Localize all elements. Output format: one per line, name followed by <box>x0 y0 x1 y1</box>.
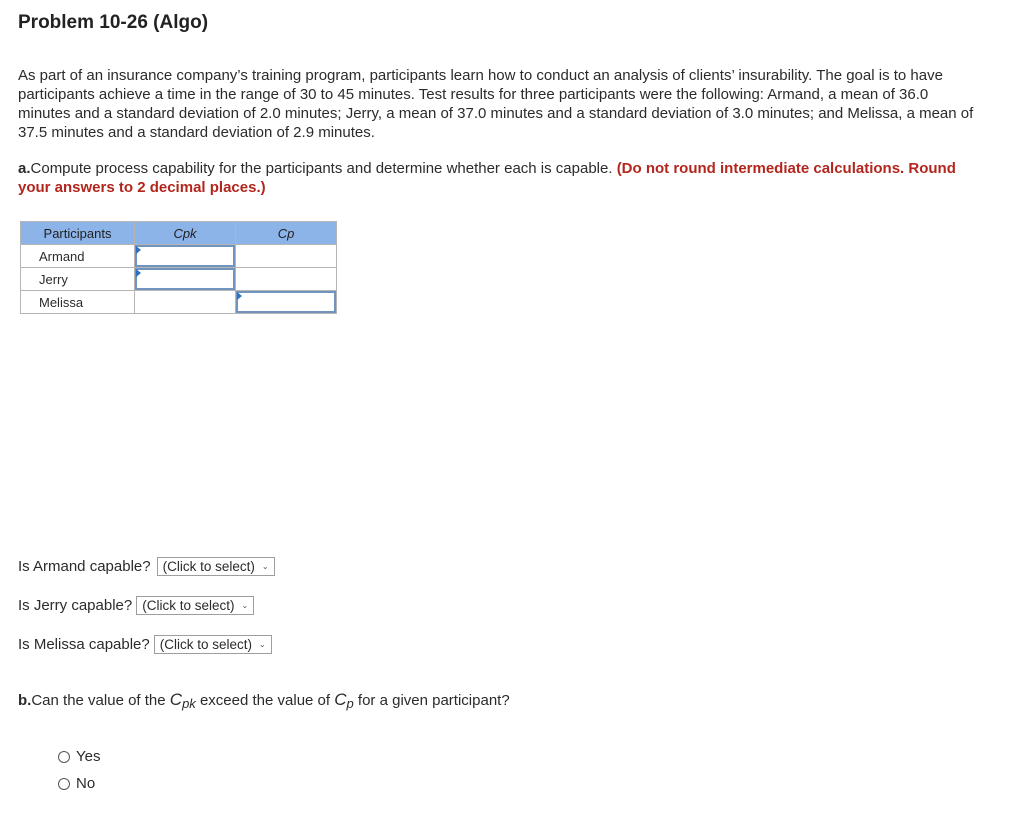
header-cpk: Cpk <box>135 222 236 245</box>
melissa-capable-select[interactable] <box>154 635 272 654</box>
question-text: Is Armand capable? <box>18 558 151 575</box>
header-cp: Cp <box>236 222 337 245</box>
table-header-row <box>21 222 337 245</box>
part-b-text-3: for a given participant? <box>353 692 510 709</box>
jerry-capable-select[interactable] <box>136 596 254 615</box>
row-label-jerry: Jerry <box>21 268 135 291</box>
question-jerry-capable <box>18 596 254 615</box>
cpk-symbol: $C_{pk}$ <box>169 690 196 711</box>
select-value: (Click to select) <box>159 637 252 652</box>
armand-cpk-cell <box>135 245 236 268</box>
capability-table <box>20 221 337 314</box>
armand-cp-cell <box>236 245 337 268</box>
select-value: (Click to select) <box>142 598 235 613</box>
table-row <box>21 245 337 268</box>
armand-capable-select[interactable] <box>157 557 275 576</box>
question-armand-capable <box>18 557 275 576</box>
input-marker-icon <box>136 269 141 277</box>
question-text: Is Jerry capable? <box>18 597 133 614</box>
header-participants: Participants <box>21 222 135 245</box>
part-b-question <box>18 690 510 711</box>
input-marker-icon <box>136 246 141 254</box>
melissa-cpk-cell <box>135 291 236 314</box>
rounding-note: (Do not round intermediate calculations. Round your answers to 2 decimal places.) <box>18 160 956 196</box>
part-a-label: a. <box>18 160 31 177</box>
row-label-armand: Armand <box>21 245 135 268</box>
melissa-cp-cell <box>236 291 337 314</box>
page-title: Problem 10-26 (Algo) <box>18 12 209 33</box>
part-b-label: b. <box>18 692 32 709</box>
jerry-cpk-input[interactable] <box>135 268 235 290</box>
option-no-label: No <box>76 775 96 792</box>
problem-statement: As part of an insurance company’s training program, participants learn how to conduct an analysis of clients’ insurability. The goal is to have participants achieve a time in the range of 30 to 45 minutes. Test results for three participants were the following: Armand, a mean of 36.0 minutes and a standard deviation of 2.0 minutes; Jerry, a mean of 37.0 minutes and a standard deviation of 3.0 minutes; and Melissa, a mean of 37.5 minutes and a standard deviation of 2.9 minutes. <box>18 67 974 141</box>
chevron-down-icon: ⌄ <box>261 562 269 571</box>
option-yes-label: Yes <box>76 748 101 765</box>
input-marker-icon <box>237 292 242 300</box>
chevron-down-icon: ⌄ <box>259 640 266 649</box>
question-melissa-capable <box>18 635 272 654</box>
chevron-down-icon: ⌄ <box>241 601 249 610</box>
cp-symbol: $C_p$ <box>334 690 354 711</box>
question-text: Is Melissa capable? <box>18 636 150 653</box>
table-row <box>21 291 337 314</box>
select-value: (Click to select) <box>162 559 255 574</box>
armand-cpk-input[interactable] <box>135 245 235 267</box>
part-b-text-2: exceed the value of <box>195 692 335 709</box>
row-label-melissa: Melissa <box>21 291 135 314</box>
radio-button[interactable] <box>58 778 70 790</box>
part-b-text-1: Can the value of the <box>31 692 170 709</box>
melissa-cp-input[interactable] <box>236 291 336 313</box>
part-a-instructions <box>18 159 978 197</box>
jerry-cpk-cell <box>135 268 236 291</box>
jerry-cp-cell <box>236 268 337 291</box>
table-row <box>21 268 337 291</box>
radio-button[interactable] <box>58 751 70 763</box>
option-yes[interactable] <box>58 748 100 765</box>
part-a-text: Compute process capability for the participants and determine whether each is capable. <box>30 160 617 177</box>
option-no[interactable] <box>58 775 95 792</box>
